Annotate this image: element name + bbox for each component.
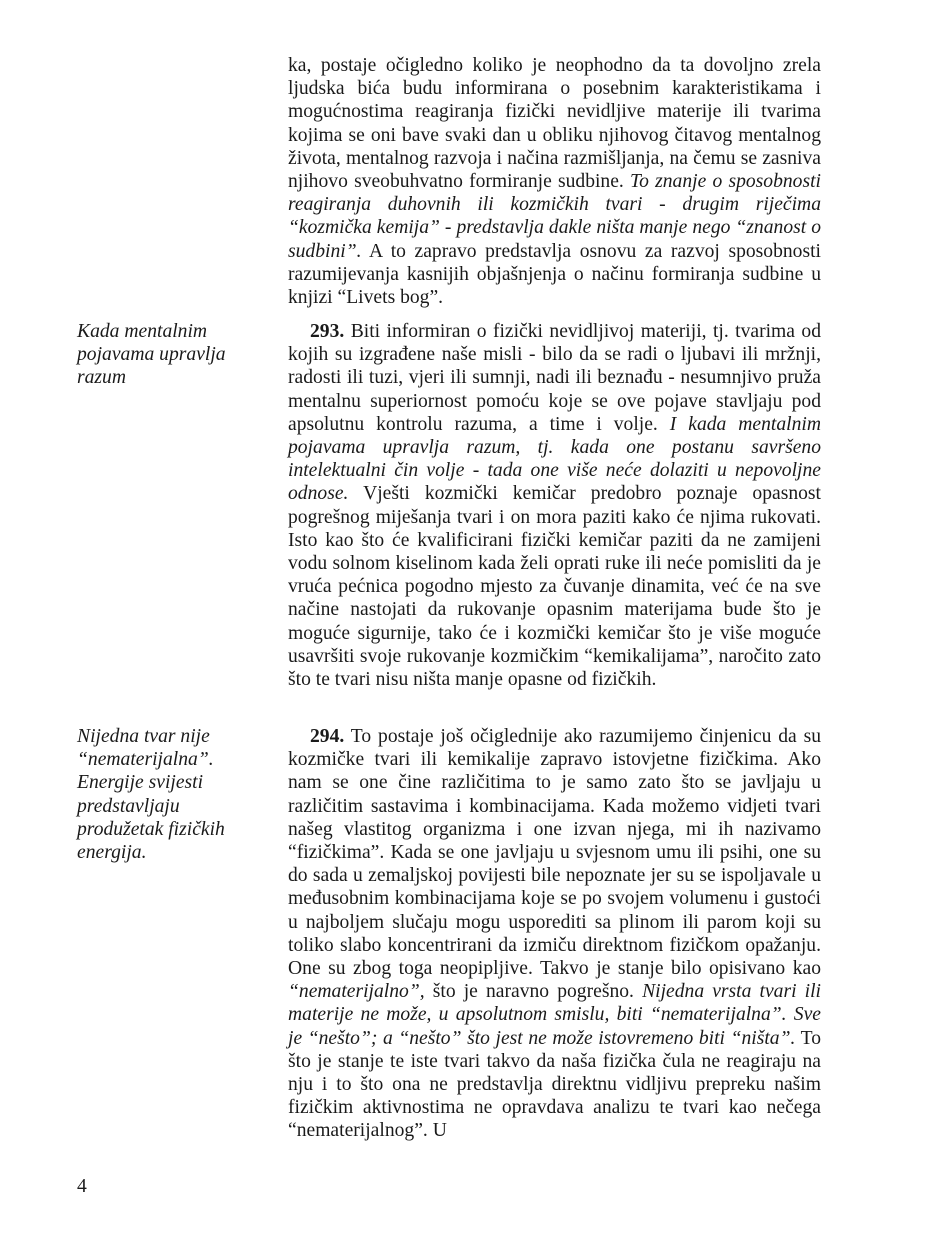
italic-run: Nijedna vrsta tvari ili materije ne može, u apsolutnom smislu, biti “nematerijalna”. Sve je “nešto”; a “nešto” što jest ne može istovremeno biti “ništa”.: [288, 981, 821, 1049]
sidenote-293: Kada mentalnim pojavama upravlja razum: [77, 321, 226, 389]
italic-run: “nematerijalno”,: [288, 981, 425, 1003]
text-run: što je naravno pogrešno.: [432, 981, 634, 1003]
text-run: Vješti kozmički kemičar predobro poznaje opasnost pogrešnog miješanja tvari i on mora paziti kako će njima rukovati. Isto kao što će kvalificirani fizički kemičar paziti da ne zamijeni vodu solnom kiselinom kada želi oprati ruke ili neće pomisliti da je vruća pećnica pogodno mjesto za čuvanje dinamita, već će na sve načine nastojati da rukovanje opasnim materijama bude što je moguće sigurnije, tako će i kozmički kemičar što je više moguće usavršiti svoje rukovanje kozmičkim “kemikalijama”, naročito zato što te tvari nisu ništa manje opasne od fizičkih.: [288, 483, 822, 691]
paragraph-294: [288, 725, 821, 1143]
text-run: A to zapravo predstavlja osnovu za razvoj sposobnosti razumijevanja kasnijih objašnjenja o načinu formiranja sudbine u knjizi “Livets bog”.: [288, 240, 821, 309]
italic-run: I kada mentalnim pojavama upravlja razum, tj. kada one postanu savršeno intelektualni čin volje - tada one više neće dolaziti u nepovoljne odnose.: [288, 413, 821, 505]
paragraph-293: [288, 320, 821, 691]
text-run: ka, postaje očigledno koliko je neophodno da ta dovoljno zrela ljudska bića budu informirana o posebnim karakteristikama i mogućnostima reagiranja fizički nevidljive materije ili tvarima kojima se oni bave svaki dan u obliku njihovog čitavog mentalnog života, mentalnog razvoja i načina razmišljanja, na čemu se zasniva njihovo sveobuhvatno formiranje sudbine.: [288, 55, 821, 193]
text-run: To postaje još očiglednije ako razumijemo činjenicu da su kozmičke tvari ili kemikalije zapravo istovjetne fizičkima. Ako nam se one čine različitima to je samo zato što se javljaju u različitim sastavima i kombinacijama. Kada možemo vidjeti tvari našeg vlastitog organizma i one izvan njega, mi ih nazivamo “fizičkima”. Kada se one javljaju u svjesnom umu ili psihi, one su do sada u zemaljskoj povijesti bile nepoznate jer su se ispoljavale u međusobnim kombinacijama koje se po svojem volumenu i gustoći u najboljem slučaju mogu usporediti sa plinom ili parom koji su toliko slabo koncentrirani da izmiču direktnom fizičkom opažanju. One su zbog toga neopipljive. Takvo je stanje bilo opisivano kao: [288, 726, 821, 980]
sidenote-294: Nijedna tvar nije “nematerijalna”. Energije svijesti predstavljaju produžetak fizičkih energija.: [77, 726, 225, 864]
italic-run: To znanje o sposobnosti reagiranja duhovnih ili kozmičkih tvari - drugim riječima “kozmička kemija” - predstavlja dakle ništa manje nego “znanost o sudbini”.: [288, 171, 821, 262]
page-number: 4: [77, 1176, 87, 1197]
paragraph-number: 293.: [310, 321, 345, 342]
text-run: Biti informiran o fizički nevidljivoj materiji, tj. tvarima od kojih su izgrađene naše misli - bilo da se radi o ljubavi ili mržnji, radosti ili tuzi, vjeri ili sumnji, nadi ili beznađu - nesumnjivo pruža mentalnu superiornost pomoću koje se ove pojave stavljaju pod apsolutnu kontrolu razuma, a time i volje.: [288, 321, 821, 435]
paragraph-number: 294.: [310, 726, 345, 747]
text-run: To što je stanje te iste tvari takvo da naša fizička čula ne reagiraju na nju i to što ona ne predstavlja direktnu vidljivu prepreku našim fizičkim aktivnostima ne opravdava analizu te tvari kao nečega “nematerijalnog”. U: [288, 1027, 822, 1142]
paragraph-continuation: [288, 54, 821, 309]
